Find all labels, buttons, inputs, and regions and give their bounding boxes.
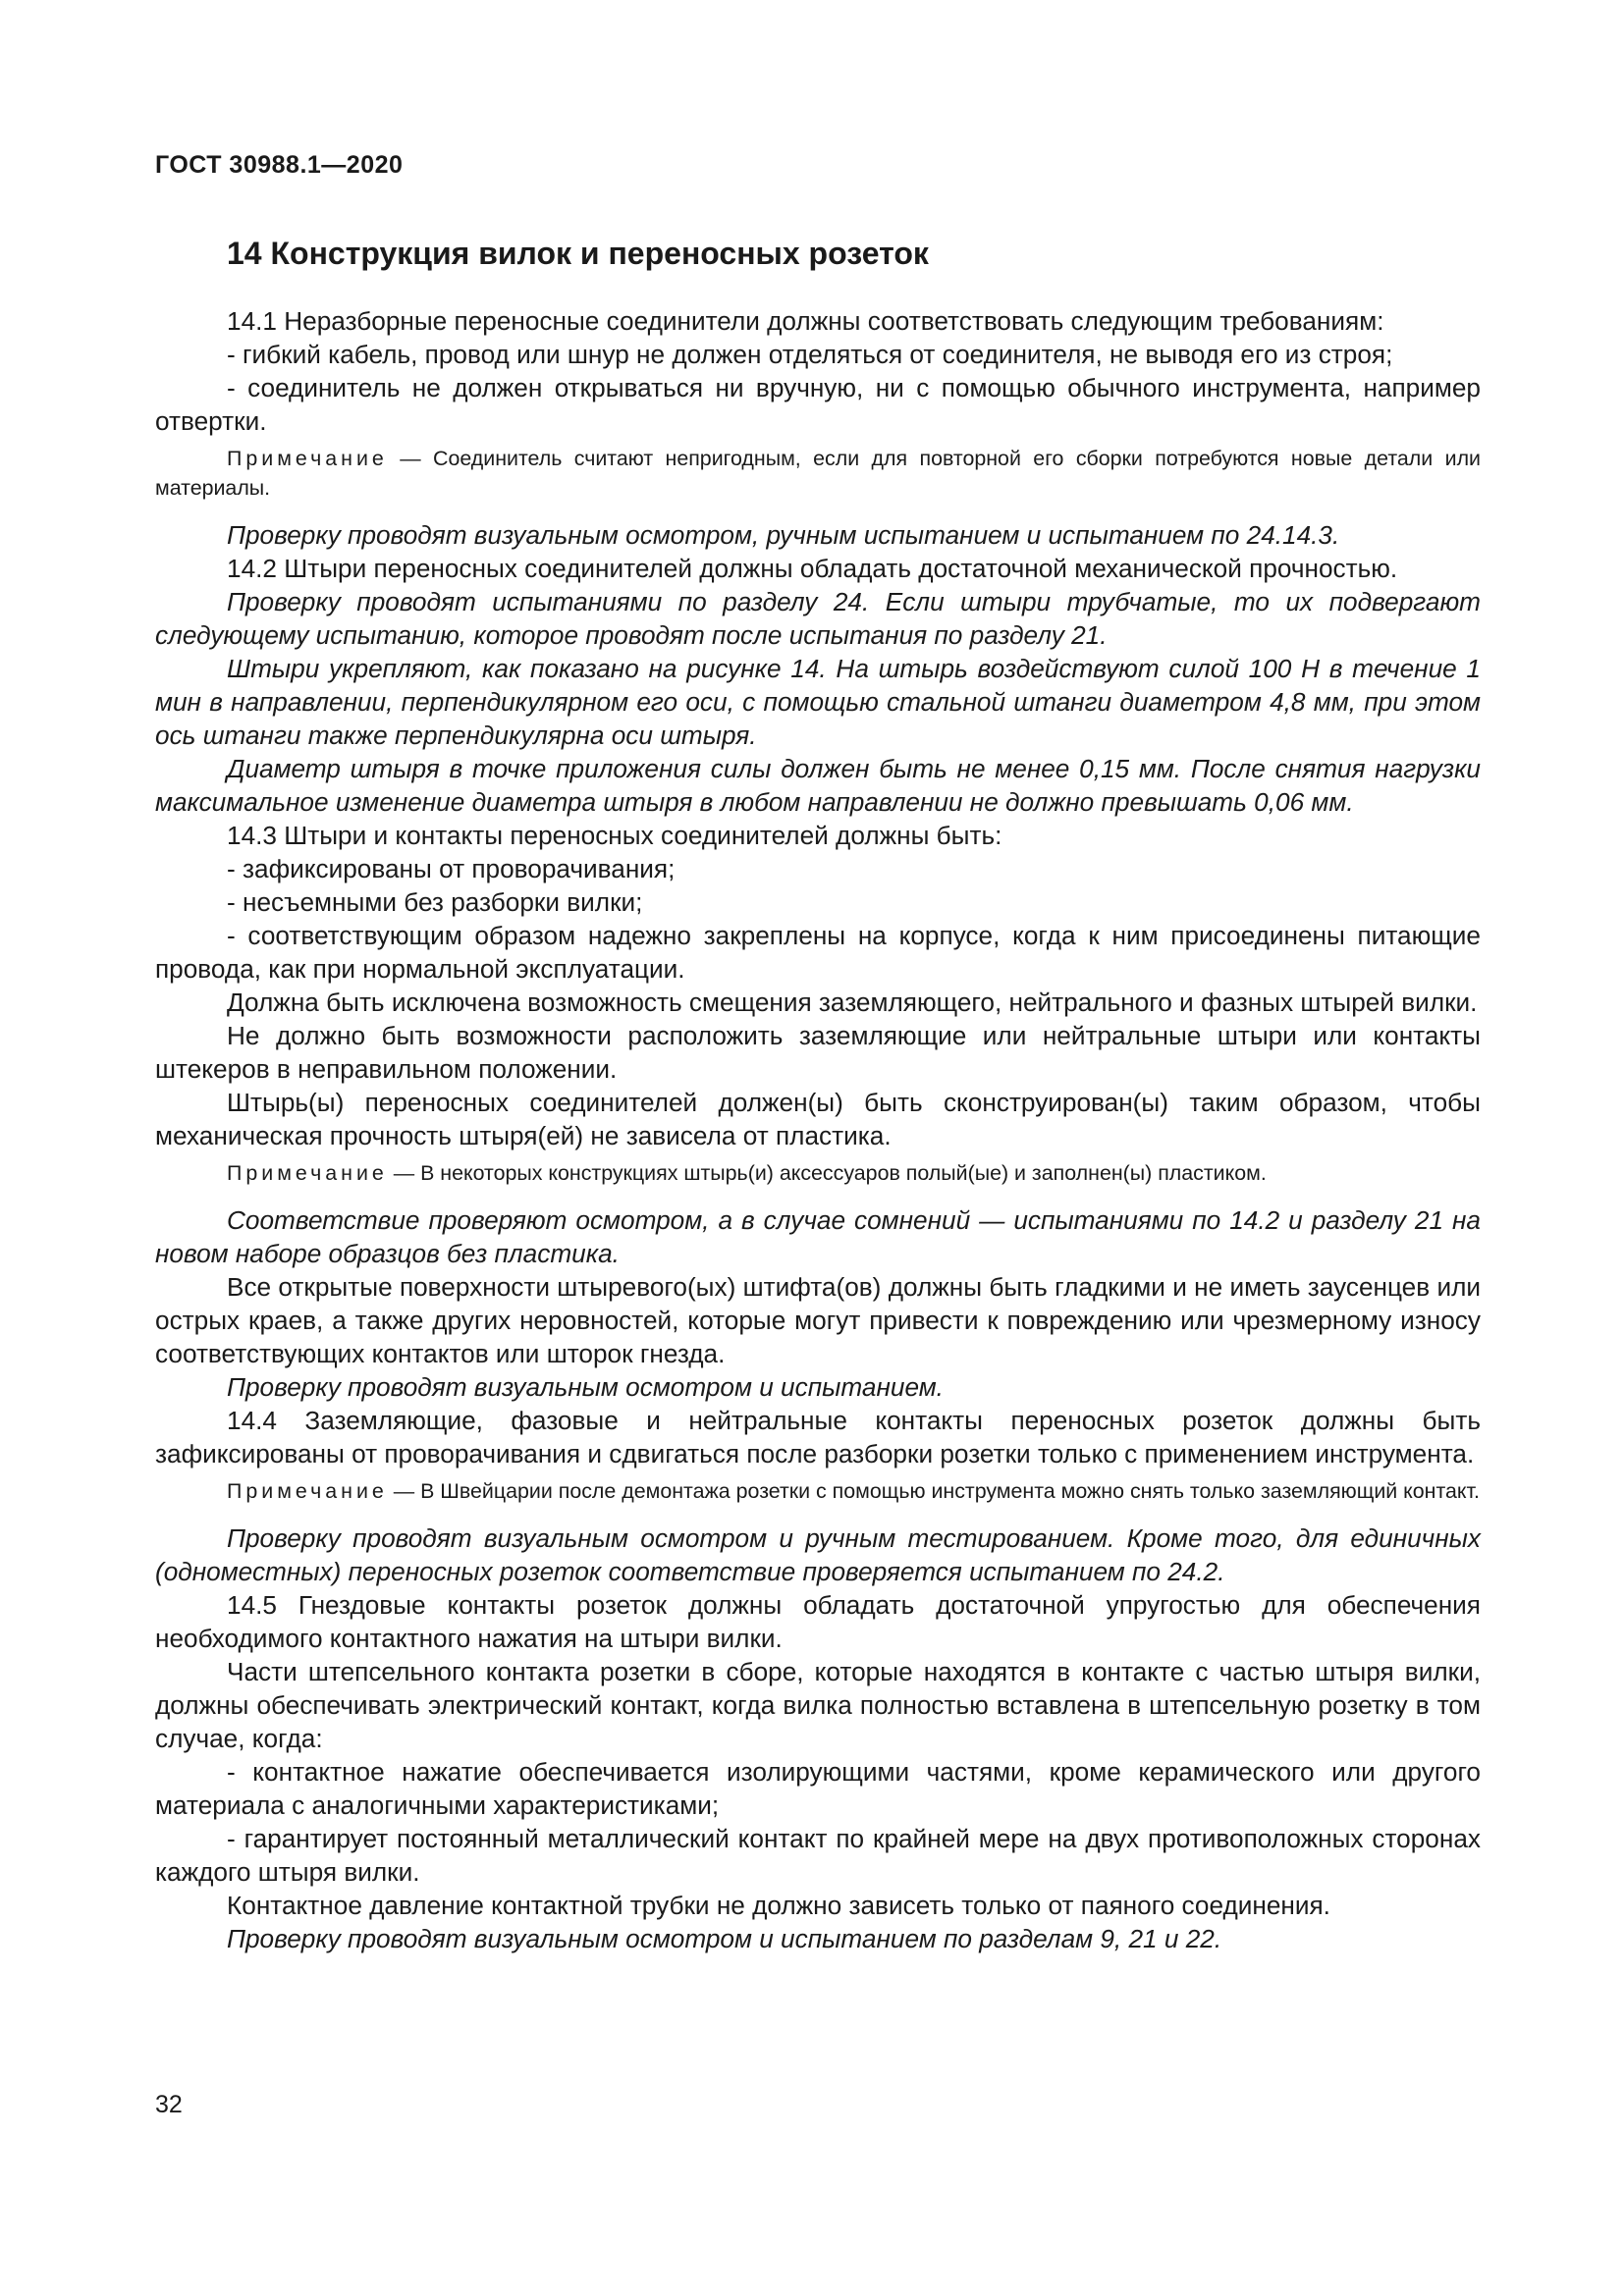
page-number: 32 (155, 2091, 183, 2118)
paragraph: - гарантирует постоянный металлический контакт по крайней мере на двух противоположных сторонах каждого штыря вилки. (155, 1824, 1481, 1887)
note-label: Примечание (227, 1479, 388, 1503)
paragraph: 14.3 Штыри и контакты переносных соединителей должны быть: (227, 821, 1002, 850)
paragraph: - несъемными без разборки вилки; (227, 887, 643, 917)
paragraph: 14.5 Гнездовые контакты розеток должны обладать достаточной упругостью для обеспечения необходимого контактного нажатия на штыри вилки. (155, 1590, 1481, 1653)
note-label: Примечание (227, 447, 388, 470)
paragraph: - зафиксированы от проворачивания; (227, 854, 676, 883)
paragraph: - соответствующим образом надежно закреплены на корпусе, когда к ним присоединены питающие провода, как при нормальной эксплуатации. (155, 921, 1481, 984)
note-text: — Соединитель считают непригодным, если для повторной его сборки потребуются новые детали или материалы. (155, 447, 1481, 500)
paragraph: Штырь(ы) переносных соединителей должен(ы) быть сконструирован(ы) таким образом, чтобы механическая прочность штыря(ей) не зависела от пластика. (155, 1088, 1481, 1150)
paragraph: - гибкий кабель, провод или шнур не должен отделяться от соединителя, не выводя его из строя; (227, 340, 1393, 369)
paragraph-list (155, 304, 1481, 1955)
note-text: — В некоторых конструкциях штырь(и) аксессуаров полый(ые) и заполнен(ы) пластиком. (387, 1161, 1267, 1185)
paragraph: Проверку проводят визуальным осмотром и испытанием по разделам 9, 21 и 22. (227, 1924, 1222, 1953)
note-paragraph (155, 444, 1481, 503)
paragraph: 14.1 Неразборные переносные соединители должны соответствовать следующим требованиям: (227, 306, 1384, 336)
paragraph: Проверку проводят визуальным осмотром и ручным тестированием. Кроме того, для единичных (одноместных) переносных розеток соответствие проверяется испытанием по 24.2. (155, 1523, 1481, 1586)
document-body (155, 234, 1481, 1955)
paragraph: 14.2 Штыри переносных соединителей должны обладать достаточной механической прочностью. (227, 554, 1398, 583)
paragraph: Контактное давление контактной трубки не должно зависеть только от паяного соединения. (227, 1891, 1330, 1920)
paragraph: 14.4 Заземляющие, фазовые и нейтральные контакты переносных розеток должны быть зафиксированы от проворачивания и сдвигаться после разборки розетки только с применением инструмента. (155, 1406, 1481, 1468)
paragraph: - контактное нажатие обеспечивается изолирующими частями, кроме керамического или другого материала с аналогичными характеристиками; (155, 1757, 1481, 1820)
paragraph: - соединитель не должен открываться ни вручную, ни с помощью обычного инструмента, например отвертки. (155, 373, 1481, 436)
note-paragraph (155, 1158, 1481, 1188)
paragraph: Все открытые поверхности штыревого(ых) штифта(ов) должны быть гладкими и не иметь заусенцев или острых краев, а также других неровностей, которые могут привести к повреждению или чрезмерному износу соответствующих контактов или шторок гнезда. (155, 1272, 1481, 1368)
note-paragraph (155, 1476, 1481, 1506)
paragraph: Штыри укрепляют, как показано на рисунке 14. На штырь воздействуют силой 100 Н в течение 1 мин в направлении, перпендикулярном его оси, с помощью стальной штанги диаметром 4,8 мм, при этом ось штанги также перпендикулярна оси штыря. (155, 654, 1481, 750)
paragraph: Должна быть исключена возможность смещения заземляющего, нейтрального и фазных штырей вилки. (227, 988, 1478, 1017)
paragraph: Проверку проводят испытаниями по разделу 24. Если штыри трубчатые, то их подвергают следующему испытанию, которое проводят после испытания по разделу 21. (155, 587, 1481, 650)
paragraph: Соответствие проверяют осмотром, а в случае сомнений — испытаниями по 14.2 и разделу 21 на новом наборе образцов без пластика. (155, 1205, 1481, 1268)
document-id: ГОСТ 30988.1—2020 (155, 151, 404, 179)
paragraph: Проверку проводят визуальным осмотром, ручным испытанием и испытанием по 24.14.3. (227, 520, 1340, 550)
section-title: 14 Конструкция вилок и переносных розеток (227, 236, 929, 271)
paragraph: Диаметр штыря в точке приложения силы должен быть не менее 0,15 мм. После снятия нагрузки максимальное изменение диаметра штыря в любом направлении не должно превышать 0,06 мм. (155, 754, 1481, 817)
paragraph: Части штепсельного контакта розетки в сборе, которые находятся в контакте с частью штыря вилки, должны обеспечивать электрический контакт, когда вилка полностью вставлена в штепсельную розетку в том случае, когда: (155, 1657, 1481, 1753)
paragraph: Проверку проводят визуальным осмотром и испытанием. (227, 1372, 944, 1402)
paragraph: Не должно быть возможности расположить заземляющие или нейтральные штыри или контакты штекеров в неправильном положении. (155, 1021, 1481, 1084)
note-text: — В Швейцарии после демонтажа розетки с помощью инструмента можно снять только заземляющий контакт. (387, 1479, 1480, 1503)
note-label: Примечание (227, 1161, 388, 1185)
